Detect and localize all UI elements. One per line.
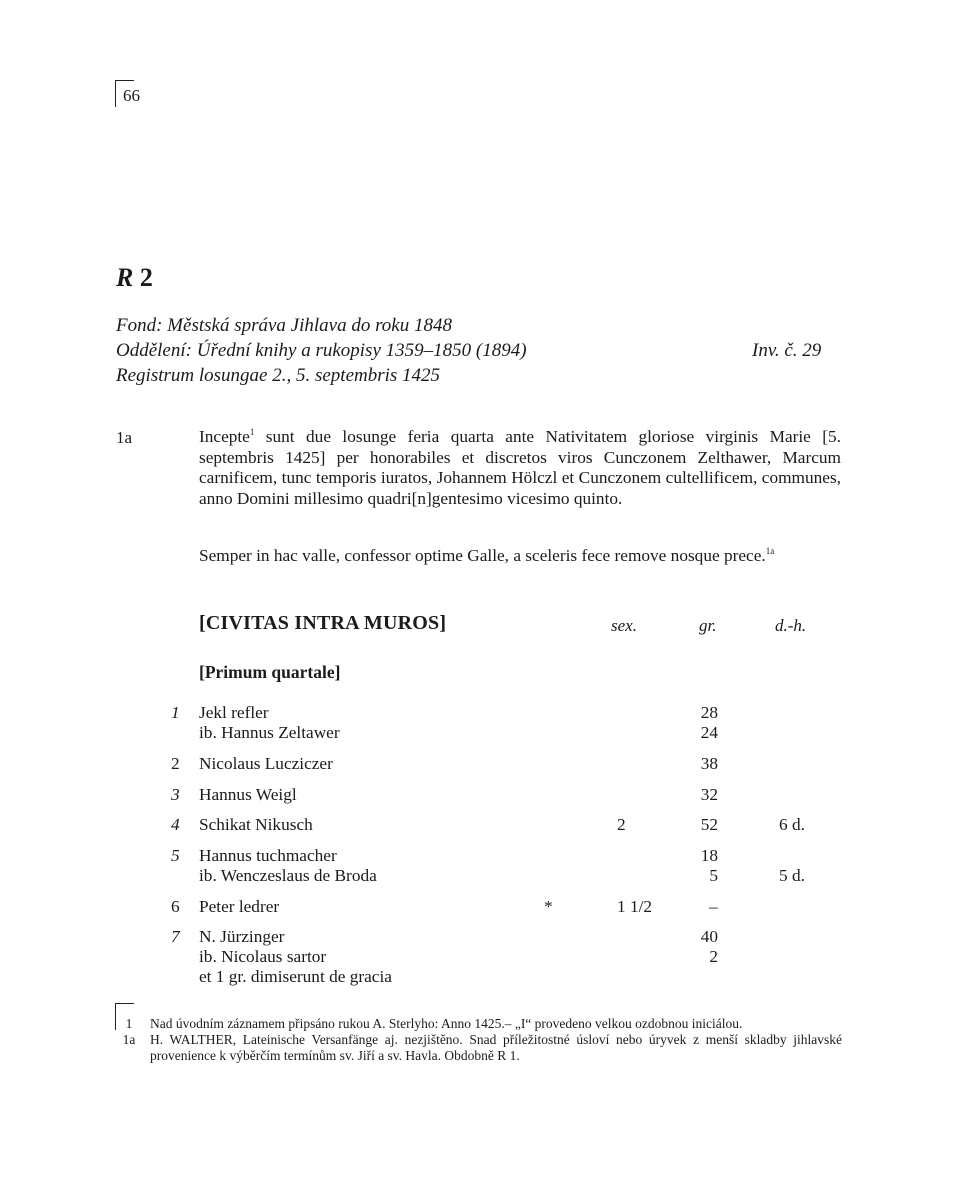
intro-first-word: Incepte [199,427,250,446]
inventory-number: Inv. č. 29 [752,340,822,361]
column-header-sex: sex. [611,616,637,635]
row-gr: 24 [700,723,718,742]
row-sex: 2 [617,815,626,834]
row-name: Nicolaus Lucziczer [199,754,333,773]
row-number: 7 [171,927,180,946]
row-number: 3 [171,785,180,804]
footnote-ref-1a: 1a [765,546,775,557]
row-sex: 1 1/2 [617,897,653,916]
column-header-gr: gr. [699,616,717,635]
row-gr: – [709,897,718,916]
record-code [116,263,153,293]
row-number: 2 [171,754,180,773]
row-number: 1 [171,703,180,722]
row-gr: 28 [700,703,718,722]
row-number: 6 [171,897,180,916]
row-dh: 5 d. [779,866,805,885]
row-name: Peter ledrer [199,897,280,916]
intro-paragraph [199,427,841,509]
row-name: ib. Nicolaus sartor [199,947,327,966]
row-star: * [544,897,553,916]
row-name: Schikat Nikusch [199,815,313,834]
row-number: 4 [171,815,180,834]
footnote-ref-1: 1 [249,427,255,438]
column-header-dh: d.-h. [775,616,807,635]
row-name: ib. Wenczeslaus de Broda [199,866,377,885]
row-name: N. Jürzinger [199,927,285,946]
registrum-line: Registrum losungae 2., 5. septembris 1425 [116,365,441,386]
row-gr: 32 [700,785,718,804]
row-name: et 1 gr. dimiserunt de gracia [199,967,392,986]
row-name: Jekl refler [199,703,269,722]
footnote-label: 1 [125,1016,133,1031]
footnote-label: 1a [122,1032,136,1047]
record-code-number: 2 [139,263,153,292]
section-title: [CIVITAS INTRA MUROS] [199,612,447,634]
oddeleni-line: Oddělení: Úřední knihy a rukopisy 1359–1850 (1894) [116,340,527,361]
verse-paragraph [199,546,841,567]
folio-label: 1a [116,428,133,447]
row-name: ib. Hannus Zeltawer [199,723,340,742]
footnote-text: H. WALTHER, Lateinische Versanfänge aj. nezjištěno. Snad příležitostné úsloví nebo úryvek z menší skladby jihlavské provenience k výběrčím termínům sv. Jiří a sv. Havla. Obdobně R 1. [150,1032,842,1063]
quartale-heading: [Primum quartale] [199,662,341,682]
record-code-letter: R [116,263,134,292]
verse-text: Semper in hac valle, confessor optime Galle, a sceleris fece remove nosque prece. [199,546,766,565]
row-gr: 40 [700,927,718,946]
page-number: 66 [123,86,140,105]
row-name: Hannus tuchmacher [199,846,337,865]
row-gr: 2 [709,947,718,966]
row-number: 5 [171,846,180,865]
row-gr: 18 [700,846,718,865]
footnote-text: Nad úvodním záznamem připsáno rukou A. Sterlyho: Anno 1425.– „I“ provedeno velkou ozdobnou iniciálou. [150,1016,743,1031]
row-name: Hannus Weigl [199,785,297,804]
fond-line: Fond: Městská správa Jihlava do roku 1848 [116,315,452,336]
row-gr: 38 [700,754,718,773]
row-gr: 5 [709,866,718,885]
row-dh: 6 d. [779,815,805,834]
row-gr: 52 [700,815,718,834]
intro-paragraph-text: sunt due losunge feria quarta ante Nativitatem gloriose virginis Marie [5. septembris 1425] per honorabiles et discretos viros Cunczonem Zelthawer, Marcum carnificem, tunc temporis iuratos, Johannem Hölczl et Cunczonem cultellificem, communes, anno Domini millesimo quadri[n]gentesimo vicesimo quinto. [199,427,841,508]
